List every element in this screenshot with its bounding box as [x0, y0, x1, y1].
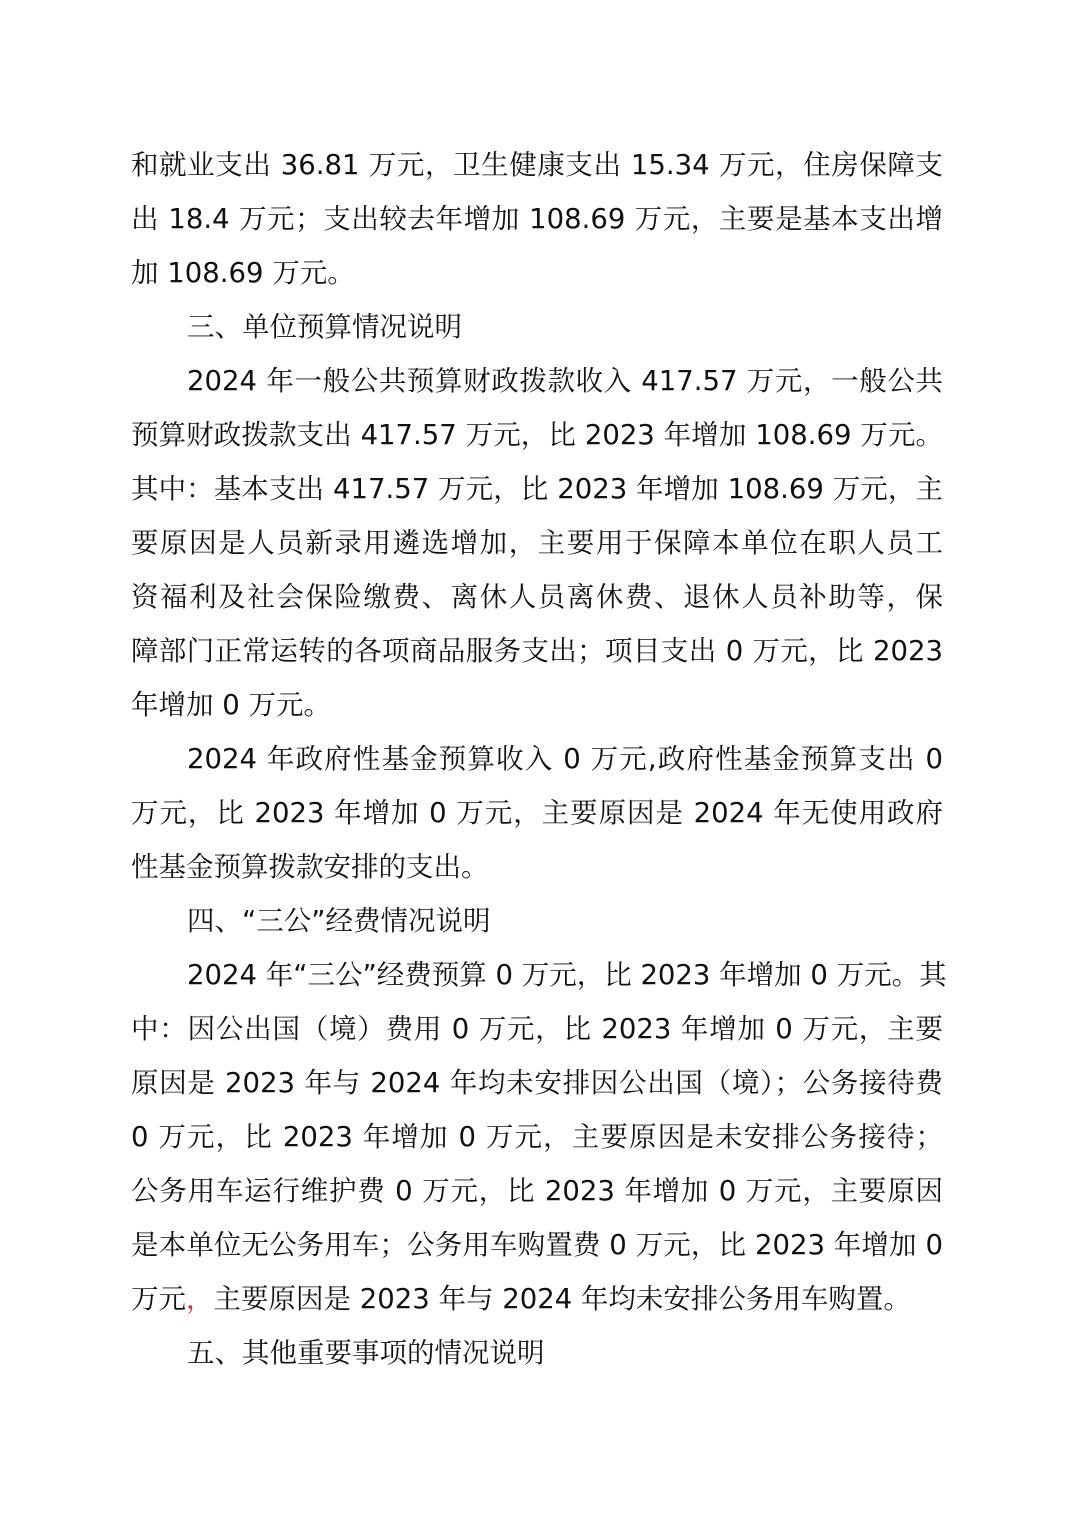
text-line: 0 万元，比 2023 年增加 0 万元，主要原因是未安排公务接待； — [131, 1121, 943, 1153]
section-heading-unit-budget — [131, 300, 943, 354]
text-line: 公务用车运行维护费 0 万元，比 2023 年增加 0 万元，主要原因 — [131, 1175, 943, 1207]
text-line: 预算财政拨款支出 417.57 万元，比 2023 年增加 108.69 万元。 — [131, 419, 943, 451]
section-heading-three-public-expenses — [131, 894, 943, 948]
section-heading-other-matters — [131, 1326, 943, 1380]
heading-text: 四、“三公”经费情况说明 — [187, 905, 491, 937]
text-line-with-red-comma — [131, 1272, 943, 1326]
text-fragment: 主要原因是 2023 年与 2024 年均未安排公务用车购置。 — [213, 1283, 911, 1315]
text-fragment: 万元 — [131, 1283, 186, 1315]
text-line: 年增加 0 万元。 — [131, 689, 331, 721]
heading-text: 三、单位预算情况说明 — [187, 311, 462, 343]
text-line: 2024 年政府性基金预算收入 0 万元,政府性基金预算支出 0 — [187, 743, 943, 775]
paragraph-government-fund — [131, 732, 943, 894]
text-line: 资福利及社会保险缴费、离休人员离休费、退休人员补助等，保 — [131, 581, 943, 613]
text-line: 出 18.4 万元；支出较去年增加 108.69 万元，主要是基本支出增 — [131, 203, 943, 235]
text-line: 中：因公出国（境）费用 0 万元，比 2023 年增加 0 万元，主要 — [131, 1013, 943, 1045]
text-line: 万元，比 2023 年增加 0 万元，主要原因是 2024 年无使用政府 — [131, 797, 943, 829]
heading-text: 五、其他重要事项的情况说明 — [187, 1337, 545, 1369]
text-line: 加 108.69 万元。 — [131, 257, 355, 289]
text-line: 其中：基本支出 417.57 万元，比 2023 年增加 108.69 万元，主 — [131, 473, 943, 505]
text-line: 和就业支出 36.81 万元，卫生健康支出 15.34 万元，住房保障支 — [131, 149, 943, 181]
text-line: 2024 年“三公”经费预算 0 万元，比 2023 年增加 0 万元。其 — [187, 959, 947, 991]
text-line: 原因是 2023 年与 2024 年均未安排因公出国（境）；公务接待费 — [131, 1067, 943, 1099]
text-line: 是本单位无公务用车；公务用车购置费 0 万元，比 2023 年增加 0 — [131, 1229, 943, 1261]
red-comma-mark: ， — [186, 1283, 214, 1315]
document-page — [131, 138, 947, 1380]
text-line: 2024 年一般公共预算财政拨款收入 417.57 万元，一般公共 — [187, 365, 943, 397]
paragraph-three-public-expenses — [131, 948, 947, 1326]
text-line: 性基金预算拨款安排的支出。 — [131, 851, 489, 883]
text-line: 要原因是人员新录用遴选增加，主要用于保障本单位在职人员工 — [131, 527, 943, 559]
text-line: 障部门正常运转的各项商品服务支出；项目支出 0 万元，比 2023 — [131, 635, 943, 667]
paragraph-general-budget — [131, 354, 943, 732]
paragraph-employment-health-housing — [131, 138, 943, 300]
